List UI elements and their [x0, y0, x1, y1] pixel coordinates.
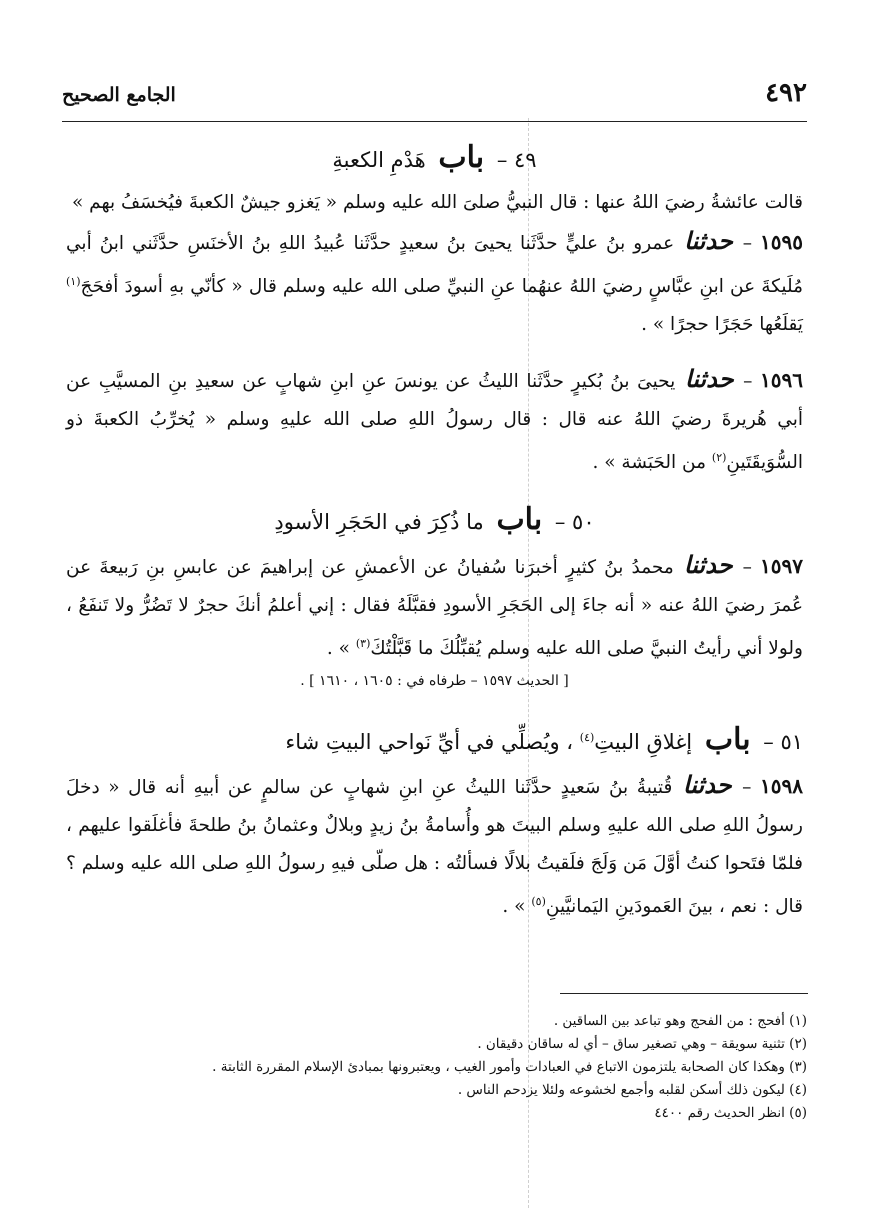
page-body — [66, 138, 803, 927]
hadith-text: عمرو بنُ عليٍّ حدَّثَنا يحيىَ بنُ سعيدٍ حدَّثَنا عُبيدُ اللهِ بنُ الأخنَسِ حدَّثَني ابنُ أبي مُلَيكةَ عن ابنِ عبَّاسٍ رضيَ اللهُ عنهُما عنِ النبيِّ صلى الله عليه وسلم قال « كأنّي بهِ أسودَ أفحَجَ — [66, 233, 803, 298]
haddathana-label: حدثنا — [684, 364, 734, 394]
hadith-text-end: من الحَبَشة » . — [592, 452, 706, 474]
bab-label: باب — [496, 502, 543, 538]
hadith-text-end: يَقلَعُها حَجَرًا حجرًا » . — [641, 314, 803, 336]
hadith-text-end: » . — [326, 638, 350, 660]
footnote-marker: (٤) — [579, 731, 595, 745]
header-rule — [62, 121, 807, 122]
footnote-rule — [560, 993, 808, 994]
footnote-5: (٥) انظر الحديث رقم ٤٤٠٠ — [654, 1105, 807, 1121]
bab-label: باب — [438, 140, 485, 175]
hadith-text: محمدُ بنُ كثيرٍ أخبرَنا سُفيانُ عن الأعمشِ عن إبراهيمَ عن عابسِ بنِ رَبيعةَ عن عُمرَ رضيَ اللهُ عنه « أنه جاءَ إلى الحَجَرِ الأسودِ فقبَّلَهُ فقال : إني أعلمُ أنكَ حجرٌ لا تَضُرُّ ولا تَنفَعُ ، ولولا أني رأيتُ النبيَّ صلى الله عليه وسلم يُقبِّلُكَ ما قَبَّلْتُكَ — [66, 557, 803, 660]
chapter-title: ما ذُكِرَ في الحَجَرِ الأسودِ — [274, 510, 484, 535]
hadith-1595: ١٥٩٥ – حدثنا عمرو بنُ عليٍّ حدَّثَنا يحيىَ بنُ سعيدٍ حدَّثَنا عُبيدُ اللهِ بنُ الأخنَسِ حدَّثَني ابنُ أبي مُلَيكةَ عن ابنِ عبَّاسٍ رضيَ اللهُ عنهُما عنِ النبيِّ صلى الله عليه وسلم قال « كأنّي بهِ أسودَ أفحَجَ$^{(١)}$ يَقلَعُها حَجَرًا حجرًا » . — [66, 226, 803, 336]
haddathana-label: حدثنا — [683, 550, 733, 580]
chapter-number: ٤٩ – — [496, 148, 537, 172]
haddathana-label: حدثنا — [682, 770, 732, 800]
chapter-number: ٥١ – — [763, 730, 803, 755]
running-title: الجامع الصحيح — [62, 84, 176, 106]
hadith-text-end: » . — [502, 896, 526, 918]
footnotes — [78, 1010, 807, 1125]
hadith-text: يحيىَ بنُ بُكيرٍ حدَّثَنا الليثُ عن يونسَ عنِ ابنِ شهابٍ عن سعيدِ بنِ المسيَّبِ عن أبي هُريرةَ رضيَ اللهُ عنه قال : قال رسولُ اللهِ صلى الله عليهِ وسلم « يُخرِّبُ الكعبةَ ذو السُّوَيقَتَينِ — [66, 371, 803, 474]
hadith-number: ١٥٩٨ — [760, 774, 803, 799]
hadith-1598: ١٥٩٨ – حدثنا قُتيبةُ بنُ سَعيدٍ حدَّثَنا الليثُ عنِ ابنِ شهابٍ عن سالمٍ عن أبيهِ أنه قال « دخلَ رسولُ اللهِ صلى الله عليهِ وسلم البيتَ هو وأُسامةُ بنُ زيدٍ وبلالٌ وعثمانُ بنُ طلحةَ فأغلَقوا عليهم ، فلمّا فتَحوا كنتُ أوَّلَ مَن وَلَجَ فلَقيتُ بلالًا فسألتُه : هل صلّى فيهِ رسولُ اللهِ صلى الله عليه وسلم ؟ قال : نعم ، بينَ العَمودَينِ اليَمانيَّينِ$^{(٥)}$ » . — [66, 770, 803, 918]
chapter-title-cont: ، ويُصلِّي في أيِّ نَواحي البيتِ شاء — [285, 730, 574, 755]
page-header — [62, 78, 807, 118]
chapter-title: إغلاقِ البيتِ — [594, 730, 693, 755]
hadith-number: ١٥٩٦ — [760, 368, 804, 393]
chapter-heading-49 — [66, 138, 803, 180]
hadith-text: قُتيبةُ بنُ سَعيدٍ حدَّثَنا الليثُ عنِ ابنِ شهابٍ عن سالمٍ عن أبيهِ أنه قال « دخلَ رسولُ اللهِ صلى الله عليهِ وسلم البيتَ هو وأُسامةُ بنُ زيدٍ وبلالٌ وعثمانُ بنُ طلحةَ فأغلَقوا عليهم ، فلمّا فتَحوا كنتُ أوَّلَ مَن وَلَجَ فلَقيتُ بلالًا فسألتُه : هل صلّى فيهِ رسولُ اللهِ صلى الله عليه وسلم ؟ قال : نعم ، بينَ العَمودَينِ اليَمانيَّينِ — [66, 777, 803, 918]
hadith-number: ١٥٩٧ — [760, 554, 803, 579]
footnote-marker: (٢) — [711, 451, 727, 465]
footnote-1: (١) أفحج : من الفحج وهو تباعد بين الساقين . — [553, 1013, 807, 1029]
chapter-intro: قالت عائشةُ رضيَ اللهُ عنها : قال النبيُّ صلىَ الله عليه وسلم « يَغزو جيشٌ الكعبةَ فيُخسَفُ بهم » — [71, 192, 803, 213]
chapter-number: ٥٠ – — [554, 510, 595, 535]
hadith-1596: ١٥٩٦ – حدثنا يحيىَ بنُ بُكيرٍ حدَّثَنا الليثُ عن يونسَ عنِ ابنِ شهابٍ عن سعيدِ بنِ المسيَّبِ عن أبي هُريرةَ رضيَ اللهُ عنه قال : قال رسولُ اللهِ صلى الله عليهِ وسلم « يُخرِّبُ الكعبةَ ذو السُّوَيقَتَينِ$^{(٢)}$ من الحَبَشة » . — [66, 364, 804, 474]
footnote-marker: (٣) — [355, 637, 371, 651]
footnote-4: (٤) ليكون ذلك أسكن لقلبه وأجمع لخشوعه ولئلا يزدحم الناس . — [457, 1082, 807, 1098]
footnote-marker: (١) — [66, 275, 81, 288]
page-number: ٤٩٢ — [765, 78, 807, 108]
chapter-heading-51 — [66, 718, 803, 762]
cross-reference: [ الحديث ١٥٩٧ – طرفاه في : ١٦٠٥ ، ١٦١٠ ] . — [300, 673, 569, 690]
chapter-title: هَدْمِ الكعبةِ — [332, 148, 426, 172]
hadith-number: ١٥٩٥ — [760, 230, 803, 254]
footnote-3: (٣) وهكذا كان الصحابة يلتزمون الاتباع في العبادات وأمور الغيب ، ويعتبرونها بمبادئ الإسلام المقررة الثابتة . — [212, 1059, 807, 1075]
chapter-heading-50 — [66, 500, 803, 542]
footnote-2: (٢) تثنية سويقة – وهي تصغير ساق – أي له ساقان دقيقان . — [477, 1036, 807, 1052]
bab-label: باب — [704, 722, 751, 758]
footnote-marker: (٥) — [531, 895, 546, 909]
hadith-1597: ١٥٩٧ – حدثنا محمدُ بنُ كثيرٍ أخبرَنا سُفيانُ عن الأعمشِ عن إبراهيمَ عن عابسِ بنِ رَبيعةَ عن عُمرَ رضيَ اللهُ عنه « أنه جاءَ إلى الحَجَرِ الأسودِ فقبَّلَهُ فقال : إني أعلمُ أنكَ حجرٌ لا تَضُرُّ ولا تَنفَعُ ، ولولا أني رأيتُ النبيَّ صلى الله عليه وسلم يُقبِّلُكَ ما قَبَّلْتُكَ$^{(٣)}$ » . — [66, 550, 803, 660]
haddathana-label: حدثنا — [684, 226, 733, 255]
